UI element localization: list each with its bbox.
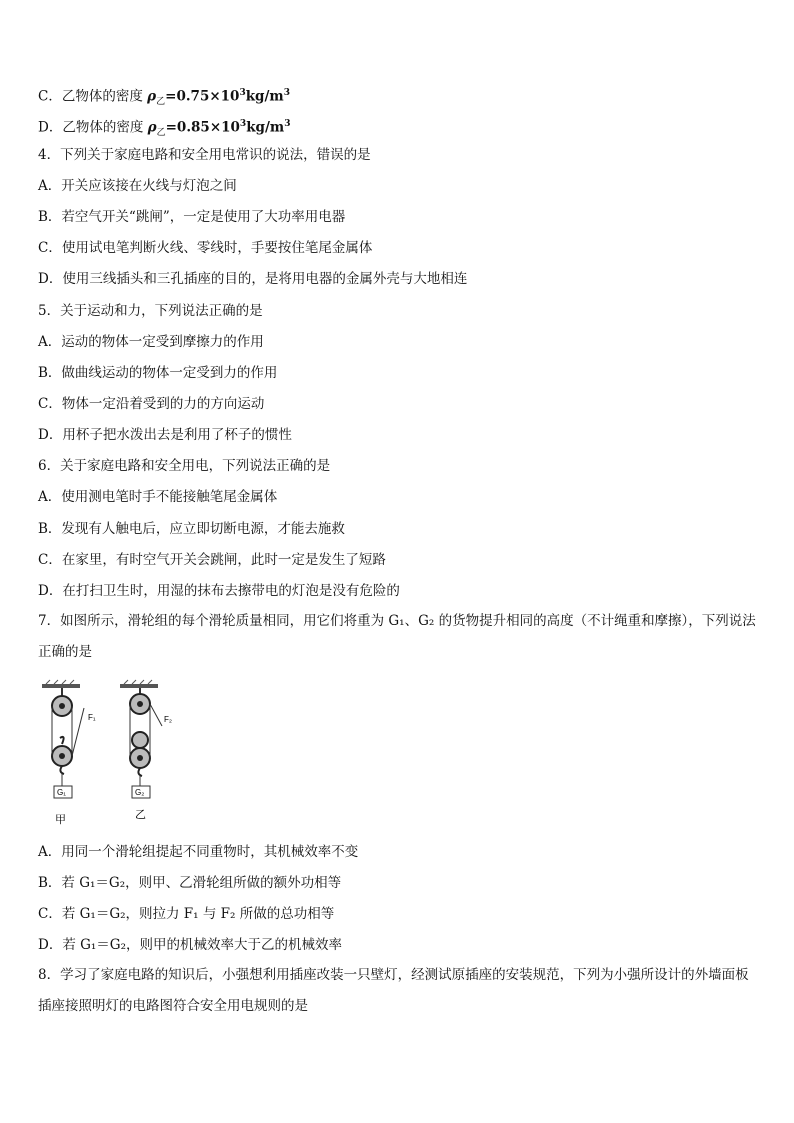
movable-pulley-icon [52, 737, 72, 774]
q7-option-a: A．用同一个滑轮组提起不同重物时，其机械效率不变 [38, 844, 359, 860]
ceiling-hatch-icon [42, 680, 80, 688]
q5-option-a: A．运动的物体一定受到摩擦力的作用 [38, 334, 264, 350]
q6-option-d: D．在打扫卫生时，用湿的抹布去擦带电的灯泡是没有危险的 [38, 583, 400, 599]
q7-option-c: C．若 G₁＝G₂，则拉力 F₁ 与 F₂ 所做的总功相等 [38, 906, 335, 922]
q8-stem: 8．学习了家庭电路的知识后，小强想利用插座改装一只壁灯，经测试原插座的安装规范，下列为小强所设计的外墙面板插座接照明灯的电路图符合安全用电规则的是 [38, 967, 749, 1014]
q5-option-d: D．用杯子把水泼出去是利用了杯子的惯性 [38, 427, 292, 443]
f1-label: F₁ [88, 713, 96, 722]
q6-option-b: B．发现有人触电后，应立即切断电源，才能去施救 [38, 521, 345, 537]
q5-stem: 5．关于运动和力，下列说法正确的是 [38, 303, 263, 319]
q3-option-c: C．乙物体的密度 $\rho_乙=0.75\times 10^3kg/m^3$ [38, 88, 290, 108]
q7-option-b: B．若 G₁＝G₂，则甲、乙滑轮组所做的额外功相等 [38, 875, 342, 891]
g1-label: G₁ [57, 788, 66, 797]
rho-symbol: ρ [147, 119, 157, 136]
ceiling-hatch-icon [120, 680, 158, 688]
q7-stem: 7．如图所示，滑轮组的每个滑轮质量相同，用它们将重为 G₁、G₂ 的货物提升相同的高度（不计绳重和摩擦），下列说法正确的是 [38, 613, 756, 660]
movable-pulley-icon [130, 732, 150, 776]
q4-option-b: B．若空气开关“跳闸”，一定是使用了大功率用电器 [38, 209, 346, 225]
q7-option-d: D．若 G₁＝G₂，则甲的机械效率大于乙的机械效率 [38, 937, 343, 953]
fixed-pulley-icon [52, 688, 72, 716]
q4-option-d: D．使用三线插头和三孔插座的目的，是将用电器的金属外壳与大地相连 [38, 271, 468, 287]
pulley-figure [38, 678, 208, 832]
q3-option-d: D．乙物体的密度 $\rho_乙=0.85\times 10^3kg/m^3$ [38, 119, 291, 139]
q4-option-a: A．开关应该接在火线与灯泡之间 [38, 178, 237, 194]
fixed-pulley-icon [130, 688, 150, 714]
q4-option-c: C．使用试电笔判断火线、零线时，手要按住笔尾金属体 [38, 240, 373, 256]
label-yi: 乙 [135, 809, 146, 821]
q6-stem: 6．关于家庭电路和安全用电，下列说法正确的是 [38, 458, 331, 474]
label-jia: 甲 [55, 814, 66, 826]
q5-option-b: B．做曲线运动的物体一定受到力的作用 [38, 365, 278, 381]
g2-label: G₂ [135, 788, 145, 797]
q6-option-a: A．使用测电笔时手不能接触笔尾金属体 [38, 489, 278, 505]
rho-symbol: ρ [147, 88, 157, 105]
q4-stem: 4．下列关于家庭电路和安全用电常识的说法，错误的是 [38, 147, 371, 163]
q6-option-c: C．在家里，有时空气开关会跳闸，此时一定是发生了短路 [38, 552, 386, 568]
f2-label: F₂ [164, 715, 172, 724]
q5-option-c: C．物体一定沿着受到的力的方向运动 [38, 396, 265, 412]
